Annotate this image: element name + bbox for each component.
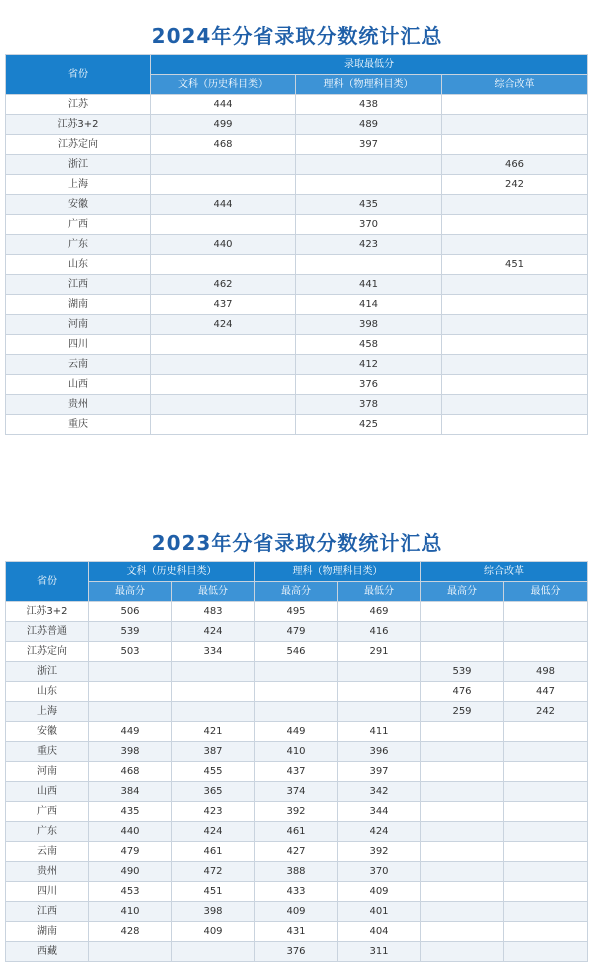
province-cell: 浙江 [6, 662, 89, 682]
score-cell: 425 [296, 415, 442, 435]
score-cell [151, 415, 296, 435]
score-cell [504, 822, 588, 842]
score-cell [442, 215, 588, 235]
score-cell: 388 [255, 862, 338, 882]
score-cell: 409 [255, 902, 338, 922]
header-science: 理科（物理科目类） [296, 75, 442, 95]
score-cell: 412 [296, 355, 442, 375]
header-liberal-arts: 文科（历史科目类） [151, 75, 296, 95]
score-cell: 440 [151, 235, 296, 255]
table-row [6, 155, 588, 175]
score-cell [421, 602, 504, 622]
table-row [6, 942, 588, 962]
score-cell: 479 [255, 622, 338, 642]
scores-table-2024 [5, 54, 588, 435]
province-cell: 重庆 [6, 415, 151, 435]
score-cell: 334 [172, 642, 255, 662]
scores-table-2023 [5, 561, 588, 962]
score-cell [421, 762, 504, 782]
score-cell [255, 682, 338, 702]
score-cell [442, 335, 588, 355]
score-cell: 468 [89, 762, 172, 782]
score-cell [89, 942, 172, 962]
score-cell: 503 [89, 642, 172, 662]
score-cell: 499 [151, 115, 296, 135]
score-cell: 404 [338, 922, 421, 942]
score-cell [421, 622, 504, 642]
score-cell: 410 [89, 902, 172, 922]
header-max: 最高分 [421, 582, 504, 602]
score-cell: 539 [89, 622, 172, 642]
score-cell: 483 [172, 602, 255, 622]
score-cell [151, 155, 296, 175]
score-cell [151, 335, 296, 355]
score-cell: 441 [296, 275, 442, 295]
score-cell: 365 [172, 782, 255, 802]
score-cell: 409 [338, 882, 421, 902]
table-row [6, 335, 588, 355]
score-cell [172, 942, 255, 962]
score-cell: 461 [255, 822, 338, 842]
score-cell: 479 [89, 842, 172, 862]
score-cell [504, 762, 588, 782]
table-row [6, 395, 588, 415]
score-cell: 469 [338, 602, 421, 622]
score-cell [442, 195, 588, 215]
score-cell [421, 742, 504, 762]
table-row [6, 662, 588, 682]
score-cell: 449 [255, 722, 338, 742]
score-cell [172, 682, 255, 702]
table-row [6, 642, 588, 662]
score-cell [151, 215, 296, 235]
province-cell: 江苏 [6, 95, 151, 115]
score-cell [296, 155, 442, 175]
table-row [6, 135, 588, 155]
score-cell [442, 375, 588, 395]
score-cell: 401 [338, 902, 421, 922]
table-row [6, 862, 588, 882]
score-cell: 376 [296, 375, 442, 395]
score-cell [442, 235, 588, 255]
score-cell [442, 395, 588, 415]
score-cell [504, 922, 588, 942]
score-cell [151, 255, 296, 275]
score-cell [504, 782, 588, 802]
table-row [6, 602, 588, 622]
score-cell [504, 842, 588, 862]
score-cell [421, 922, 504, 942]
header-science: 理科（物理科目类） [255, 562, 421, 582]
table-row [6, 375, 588, 395]
score-cell: 397 [338, 762, 421, 782]
score-cell: 387 [172, 742, 255, 762]
score-cell [504, 622, 588, 642]
score-cell: 242 [504, 702, 588, 722]
header-max: 最高分 [255, 582, 338, 602]
score-cell [151, 355, 296, 375]
score-cell [442, 355, 588, 375]
score-cell: 468 [151, 135, 296, 155]
score-cell: 414 [296, 295, 442, 315]
score-cell: 437 [255, 762, 338, 782]
score-cell [442, 275, 588, 295]
score-cell: 440 [89, 822, 172, 842]
score-cell: 433 [255, 882, 338, 902]
header-min-score: 录取最低分 [151, 55, 588, 75]
score-cell [421, 942, 504, 962]
score-cell [442, 115, 588, 135]
province-cell: 广西 [6, 215, 151, 235]
score-cell: 539 [421, 662, 504, 682]
score-cell: 490 [89, 862, 172, 882]
score-cell: 311 [338, 942, 421, 962]
province-cell: 江苏3+2 [6, 602, 89, 622]
province-cell: 重庆 [6, 742, 89, 762]
score-cell: 451 [442, 255, 588, 275]
province-cell: 江苏定向 [6, 135, 151, 155]
score-cell [504, 862, 588, 882]
score-cell: 424 [151, 315, 296, 335]
score-cell: 449 [89, 722, 172, 742]
score-cell [421, 722, 504, 742]
province-cell: 河南 [6, 762, 89, 782]
score-cell: 427 [255, 842, 338, 862]
province-cell: 江苏普通 [6, 622, 89, 642]
score-cell: 396 [338, 742, 421, 762]
score-cell: 546 [255, 642, 338, 662]
score-cell: 374 [255, 782, 338, 802]
table-row [6, 622, 588, 642]
score-cell: 409 [172, 922, 255, 942]
table-row [6, 702, 588, 722]
province-cell: 江苏定向 [6, 642, 89, 662]
score-cell: 423 [296, 235, 442, 255]
score-cell: 431 [255, 922, 338, 942]
header-min: 最低分 [172, 582, 255, 602]
table-row [6, 355, 588, 375]
score-cell: 466 [442, 155, 588, 175]
table-row [6, 902, 588, 922]
table-row [6, 882, 588, 902]
score-cell [255, 702, 338, 722]
score-cell [338, 662, 421, 682]
province-cell: 云南 [6, 842, 89, 862]
score-cell: 438 [296, 95, 442, 115]
province-cell: 湖南 [6, 295, 151, 315]
province-cell: 四川 [6, 882, 89, 902]
score-cell: 435 [89, 802, 172, 822]
header-comprehensive: 综合改革 [442, 75, 588, 95]
score-cell [504, 882, 588, 902]
province-cell: 山东 [6, 255, 151, 275]
score-cell: 384 [89, 782, 172, 802]
score-cell: 451 [172, 882, 255, 902]
province-cell: 贵州 [6, 862, 89, 882]
score-cell: 455 [172, 762, 255, 782]
score-cell [296, 175, 442, 195]
score-cell: 462 [151, 275, 296, 295]
province-cell: 山西 [6, 375, 151, 395]
header-comprehensive: 综合改革 [421, 562, 588, 582]
score-cell: 416 [338, 622, 421, 642]
table-row [6, 255, 588, 275]
table-row [6, 315, 588, 335]
score-cell [89, 702, 172, 722]
score-cell: 392 [255, 802, 338, 822]
province-cell: 山西 [6, 782, 89, 802]
province-cell: 河南 [6, 315, 151, 335]
province-cell: 云南 [6, 355, 151, 375]
score-cell [504, 642, 588, 662]
score-cell: 424 [172, 822, 255, 842]
score-cell [504, 722, 588, 742]
score-cell [172, 702, 255, 722]
score-cell [172, 662, 255, 682]
score-cell [504, 902, 588, 922]
table-row [6, 295, 588, 315]
score-cell [421, 842, 504, 862]
score-cell [504, 742, 588, 762]
score-cell: 392 [338, 842, 421, 862]
province-cell: 江西 [6, 275, 151, 295]
score-cell: 498 [504, 662, 588, 682]
score-cell: 291 [338, 642, 421, 662]
score-cell: 447 [504, 682, 588, 702]
table-row [6, 215, 588, 235]
province-cell: 上海 [6, 702, 89, 722]
score-cell: 423 [172, 802, 255, 822]
province-cell: 广东 [6, 235, 151, 255]
table-row [6, 95, 588, 115]
header-province: 省份 [6, 55, 151, 95]
score-cell: 259 [421, 702, 504, 722]
score-cell: 444 [151, 95, 296, 115]
score-cell [338, 702, 421, 722]
score-cell: 424 [172, 622, 255, 642]
score-cell [421, 782, 504, 802]
score-cell: 411 [338, 722, 421, 742]
table-row [6, 842, 588, 862]
score-cell: 378 [296, 395, 442, 415]
score-cell [442, 95, 588, 115]
province-cell: 西藏 [6, 942, 89, 962]
table-row [6, 922, 588, 942]
score-cell: 424 [338, 822, 421, 842]
score-cell: 397 [296, 135, 442, 155]
score-cell: 421 [172, 722, 255, 742]
province-cell: 安徽 [6, 195, 151, 215]
province-cell: 安徽 [6, 722, 89, 742]
province-cell: 四川 [6, 335, 151, 355]
score-cell [504, 602, 588, 622]
header-min: 最低分 [338, 582, 421, 602]
table-row [6, 195, 588, 215]
score-cell: 444 [151, 195, 296, 215]
table-row [6, 275, 588, 295]
province-cell: 山东 [6, 682, 89, 702]
score-cell [442, 415, 588, 435]
score-cell [421, 822, 504, 842]
table-row [6, 802, 588, 822]
table-row [6, 415, 588, 435]
score-cell: 472 [172, 862, 255, 882]
score-cell [442, 135, 588, 155]
score-cell: 398 [296, 315, 442, 335]
score-cell: 376 [255, 942, 338, 962]
province-cell: 浙江 [6, 155, 151, 175]
score-cell: 398 [89, 742, 172, 762]
score-cell [151, 375, 296, 395]
province-cell: 广东 [6, 822, 89, 842]
score-cell [421, 902, 504, 922]
score-cell: 344 [338, 802, 421, 822]
score-cell: 342 [338, 782, 421, 802]
score-cell: 437 [151, 295, 296, 315]
header-liberal-arts: 文科（历史科目类） [89, 562, 255, 582]
score-cell [151, 395, 296, 415]
score-cell: 435 [296, 195, 442, 215]
province-cell: 广西 [6, 802, 89, 822]
table-row [6, 115, 588, 135]
score-cell: 242 [442, 175, 588, 195]
province-cell: 江西 [6, 902, 89, 922]
score-cell [421, 862, 504, 882]
table-row [6, 782, 588, 802]
score-cell: 476 [421, 682, 504, 702]
table-row [6, 235, 588, 255]
score-cell [89, 682, 172, 702]
title-2023: 2023年分省录取分数统计汇总 [151, 531, 443, 555]
score-cell: 453 [89, 882, 172, 902]
score-cell: 370 [338, 862, 421, 882]
header-province: 省份 [6, 562, 89, 602]
province-cell: 贵州 [6, 395, 151, 415]
score-cell [504, 942, 588, 962]
table-row [6, 762, 588, 782]
score-cell: 410 [255, 742, 338, 762]
title-2024: 2024年分省录取分数统计汇总 [151, 24, 443, 48]
score-cell [421, 642, 504, 662]
score-cell [442, 315, 588, 335]
header-min: 最低分 [504, 582, 588, 602]
score-cell [151, 175, 296, 195]
score-cell: 489 [296, 115, 442, 135]
province-cell: 上海 [6, 175, 151, 195]
table-row [6, 742, 588, 762]
score-cell: 461 [172, 842, 255, 862]
score-cell: 495 [255, 602, 338, 622]
table-row [6, 822, 588, 842]
province-cell: 江苏3+2 [6, 115, 151, 135]
score-cell: 370 [296, 215, 442, 235]
score-cell [296, 255, 442, 275]
table-row [6, 682, 588, 702]
score-cell [442, 295, 588, 315]
province-cell: 湖南 [6, 922, 89, 942]
score-cell [338, 682, 421, 702]
table-row [6, 175, 588, 195]
table-row [6, 722, 588, 742]
score-cell [421, 882, 504, 902]
score-cell [255, 662, 338, 682]
score-cell [504, 802, 588, 822]
score-cell: 506 [89, 602, 172, 622]
score-cell: 428 [89, 922, 172, 942]
score-cell [421, 802, 504, 822]
header-max: 最高分 [89, 582, 172, 602]
score-cell [89, 662, 172, 682]
score-cell: 398 [172, 902, 255, 922]
score-cell: 458 [296, 335, 442, 355]
